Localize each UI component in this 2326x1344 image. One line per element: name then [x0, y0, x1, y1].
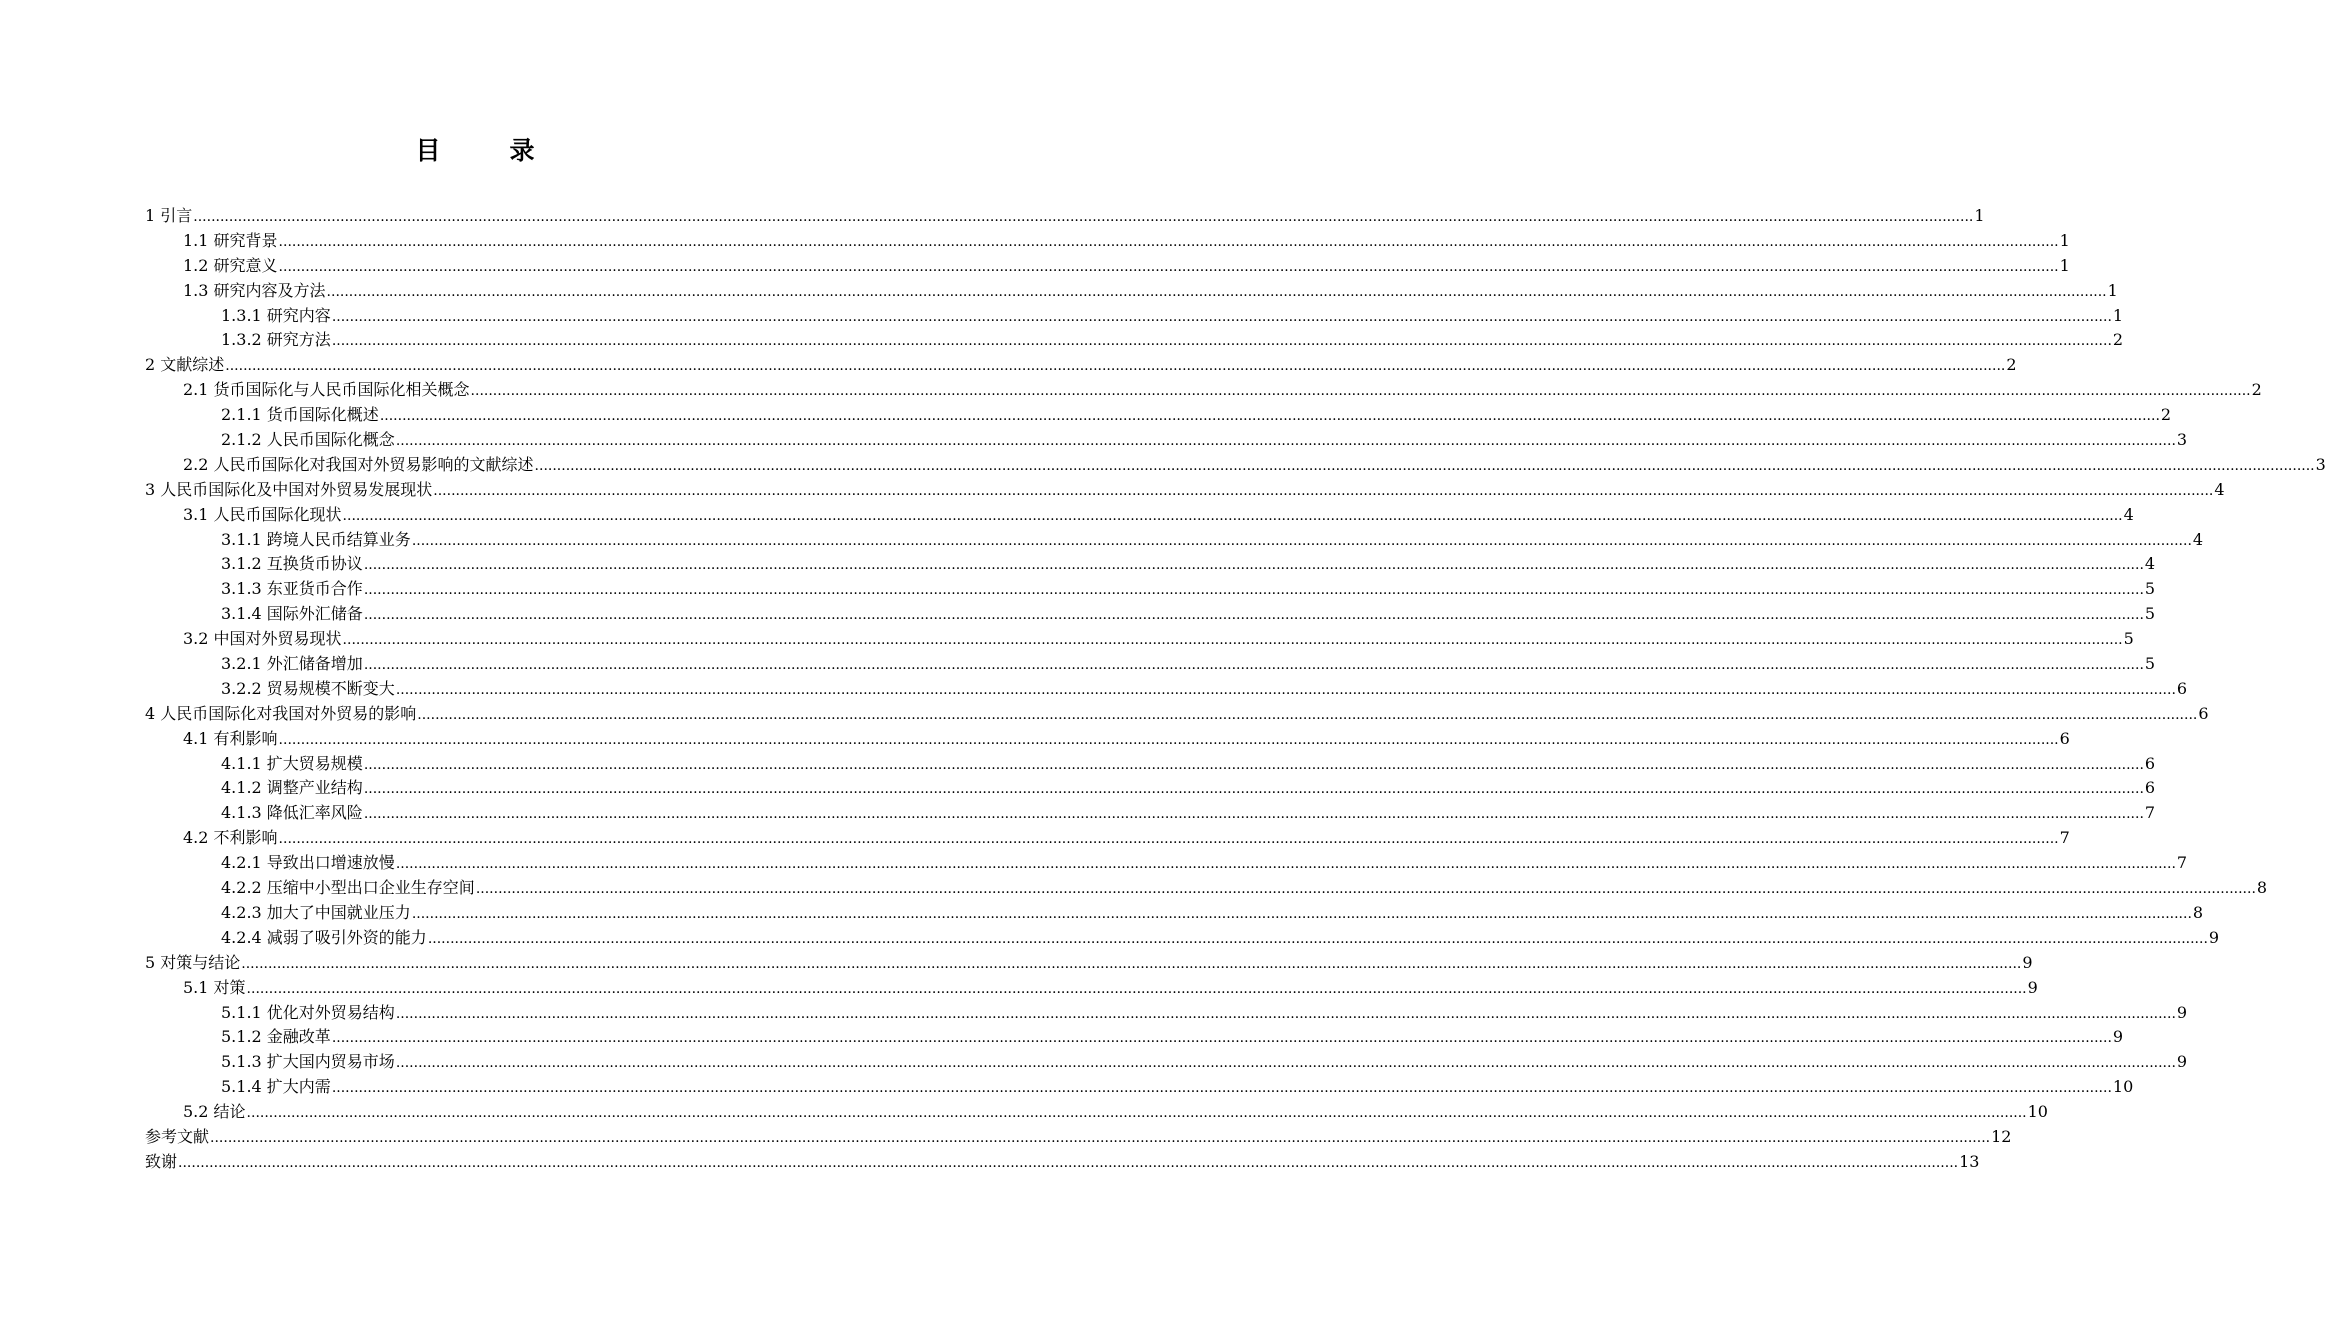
toc-entry[interactable] — [145, 428, 2188, 453]
toc-entry-label: 2.1.2 人民币国际化概念 — [221, 430, 395, 450]
toc-dot-leader: ................................................................................................................................................................................................................................................................................................................................................................................................................ — [363, 756, 2144, 773]
toc-dot-leader: ................................................................................................................................................................................................................................................................................................................................................................................................................ — [278, 731, 2059, 748]
toc-entry[interactable] — [145, 801, 2156, 826]
toc-entry-label: 2.1 货币国际化与人民币国际化相关概念 — [183, 380, 470, 400]
toc-entry-label: 4.1.2 调整产业结构 — [221, 778, 363, 798]
toc-entry[interactable] — [145, 478, 2225, 503]
toc-entry-page-number: 1 — [2059, 255, 2070, 275]
toc-entry[interactable] — [145, 204, 1985, 229]
toc-entry-label: 4.2.2 压缩中小型出口企业生存空间 — [221, 878, 475, 898]
toc-entry[interactable] — [145, 1100, 2048, 1125]
toc-entry[interactable] — [145, 752, 2156, 777]
toc-entry[interactable] — [145, 403, 2172, 428]
toc-entry[interactable] — [145, 677, 2188, 702]
toc-entry-label: 3.2.1 外汇储备增加 — [221, 654, 363, 674]
toc-dot-leader: ................................................................................................................................................................................................................................................................................................................................................................................................................ — [470, 383, 2251, 400]
toc-entry[interactable] — [145, 602, 2156, 627]
toc-entry-label: 3.1.2 互换货币协议 — [221, 554, 363, 574]
toc-entry-page-number: 4 — [2214, 479, 2225, 499]
toc-entry[interactable] — [145, 229, 2070, 254]
toc-entry[interactable] — [145, 254, 2070, 279]
toc-entry[interactable] — [145, 652, 2156, 677]
toc-entry-page-number: 5 — [2144, 604, 2156, 624]
toc-entry-page-number: 7 — [2176, 853, 2188, 873]
toc-entry[interactable] — [145, 279, 2118, 304]
toc-entry[interactable] — [145, 453, 2326, 478]
toc-dot-leader: ................................................................................................................................................................................................................................................................................................................................................................................................................ — [331, 1080, 2112, 1097]
toc-entry-label: 5.1.1 优化对外贸易结构 — [221, 1002, 395, 1022]
toc-entry-label: 4.1 有利影响 — [183, 728, 278, 748]
toc-entry-label: 致谢 — [145, 1151, 178, 1171]
toc-entry-page-number: 9 — [2027, 977, 2038, 997]
toc-entry-page-number: 6 — [2059, 728, 2070, 748]
toc-entry-label: 3.1.1 跨境人民币结算业务 — [221, 529, 411, 549]
toc-entry[interactable] — [145, 901, 2204, 926]
toc-entry-label: 1.3.1 研究内容 — [221, 305, 331, 325]
toc-entry-page-number: 10 — [2112, 1077, 2134, 1097]
toc-entry-label: 5.2 结论 — [183, 1102, 246, 1122]
toc-entry[interactable] — [145, 826, 2070, 851]
toc-dot-leader: ................................................................................................................................................................................................................................................................................................................................................................................................................ — [395, 1055, 2176, 1072]
toc-dot-leader: ................................................................................................................................................................................................................................................................................................................................................................................................................ — [241, 955, 2022, 972]
toc-entry-page-number: 6 — [2198, 703, 2209, 723]
toc-entry-label: 1.2 研究意义 — [183, 255, 278, 275]
page-title: 目 录 — [415, 136, 557, 165]
toc-dot-leader: ................................................................................................................................................................................................................................................................................................................................................................................................................ — [363, 607, 2144, 624]
toc-entry-label: 1.1 研究背景 — [183, 230, 278, 250]
toc-entry[interactable] — [145, 702, 2209, 727]
toc-dot-leader: ................................................................................................................................................................................................................................................................................................................................................................................................................ — [534, 457, 2315, 474]
toc-entry[interactable] — [145, 1001, 2188, 1026]
toc-dot-leader: ................................................................................................................................................................................................................................................................................................................................................................................................................ — [411, 905, 2192, 922]
toc-entry-label: 5 对策与结论 — [145, 952, 241, 972]
toc-entry[interactable] — [145, 528, 2204, 553]
toc-entry-label: 4.2.1 导致出口增速放慢 — [221, 853, 395, 873]
toc-entry[interactable] — [145, 304, 2124, 329]
toc-dot-leader: ................................................................................................................................................................................................................................................................................................................................................................................................................ — [331, 333, 2112, 350]
toc-entry-label: 5.1 对策 — [183, 977, 246, 997]
toc-entry[interactable] — [145, 1125, 2012, 1150]
toc-entry[interactable] — [145, 577, 2156, 602]
toc-dot-leader: ................................................................................................................................................................................................................................................................................................................................................................................................................ — [178, 1154, 1959, 1171]
toc-entry[interactable] — [145, 552, 2156, 577]
toc-entry[interactable] — [145, 1075, 2134, 1100]
table-of-contents — [145, 204, 2326, 1175]
toc-entry-page-number: 1 — [2059, 230, 2070, 250]
toc-entry-page-number: 9 — [2176, 1002, 2188, 1022]
toc-entry-page-number: 3 — [2315, 454, 2326, 474]
toc-entry-label: 4.1.3 降低汇率风险 — [221, 803, 363, 823]
toc-entry-label: 4 人民币国际化对我国对外贸易的影响 — [145, 703, 417, 723]
toc-entry-page-number: 4 — [2123, 504, 2134, 524]
toc-entry-label: 5.1.2 金融改革 — [221, 1027, 331, 1047]
toc-entry[interactable] — [145, 1025, 2124, 1050]
toc-entry-page-number: 5 — [2123, 629, 2134, 649]
toc-entry-label: 5.1.3 扩大国内贸易市场 — [221, 1052, 395, 1072]
toc-entry[interactable] — [145, 1050, 2188, 1075]
toc-dot-leader: ................................................................................................................................................................................................................................................................................................................................................................................................................ — [246, 980, 2027, 997]
toc-dot-leader: ................................................................................................................................................................................................................................................................................................................................................................................................................ — [193, 209, 1974, 225]
toc-entry[interactable] — [145, 727, 2070, 752]
toc-dot-leader: ................................................................................................................................................................................................................................................................................................................................................................................................................ — [475, 881, 2256, 898]
toc-dot-leader: ................................................................................................................................................................................................................................................................................................................................................................................................................ — [225, 358, 2006, 375]
toc-entry[interactable] — [145, 328, 2124, 353]
toc-entry-label: 3.1.3 东亚货币合作 — [221, 579, 363, 599]
toc-entry-label: 4.2.4 减弱了吸引外资的能力 — [221, 927, 427, 947]
toc-entry-label: 4.1.1 扩大贸易规模 — [221, 753, 363, 773]
toc-entry-label: 3.2.2 贸易规模不断变大 — [221, 678, 395, 698]
toc-entry[interactable] — [145, 926, 2220, 951]
toc-entry-page-number: 4 — [2192, 529, 2204, 549]
toc-dot-leader: ................................................................................................................................................................................................................................................................................................................................................................................................................ — [433, 482, 2214, 499]
toc-entry-page-number: 5 — [2144, 579, 2156, 599]
toc-entry-label: 3.1.4 国际外汇储备 — [221, 604, 363, 624]
toc-dot-leader: ................................................................................................................................................................................................................................................................................................................................................................................................................ — [331, 1030, 2112, 1047]
toc-entry[interactable] — [145, 1150, 1980, 1175]
toc-entry-label: 2 文献综述 — [145, 355, 225, 375]
toc-dot-leader: ................................................................................................................................................................................................................................................................................................................................................................................................................ — [342, 632, 2123, 649]
toc-entry[interactable] — [145, 353, 2017, 378]
toc-entry-page-number: 9 — [2022, 952, 2033, 972]
toc-entry[interactable] — [145, 503, 2134, 528]
toc-dot-leader: ................................................................................................................................................................................................................................................................................................................................................................................................................ — [331, 308, 2112, 325]
toc-dot-leader: ................................................................................................................................................................................................................................................................................................................................................................................................................ — [326, 283, 2107, 300]
toc-entry-label: 5.1.4 扩大内需 — [221, 1077, 331, 1097]
toc-entry-page-number: 9 — [2176, 1052, 2188, 1072]
toc-entry-label: 2.1.1 货币国际化概述 — [221, 405, 379, 425]
toc-dot-leader: ................................................................................................................................................................................................................................................................................................................................................................................................................ — [278, 831, 2059, 848]
toc-entry-page-number: 2 — [2251, 380, 2262, 400]
toc-entry-label: 3.2 中国对外贸易现状 — [183, 629, 342, 649]
toc-entry-page-number: 2 — [2160, 405, 2172, 425]
toc-entry[interactable] — [145, 378, 2262, 403]
toc-dot-leader: ................................................................................................................................................................................................................................................................................................................................................................................................................ — [342, 507, 2123, 524]
toc-entry[interactable] — [145, 776, 2156, 801]
toc-entry-page-number: 2 — [2006, 355, 2017, 375]
toc-entry[interactable] — [145, 876, 2268, 901]
toc-entry[interactable] — [145, 851, 2188, 876]
toc-dot-leader: ................................................................................................................................................................................................................................................................................................................................................................................................................ — [395, 681, 2176, 698]
toc-entry-page-number: 9 — [2208, 927, 2220, 947]
toc-entry-label: 1.3.2 研究方法 — [221, 330, 331, 350]
toc-entry-page-number: 2 — [2112, 330, 2124, 350]
toc-dot-leader: ................................................................................................................................................................................................................................................................................................................................................................................................................ — [395, 433, 2176, 450]
toc-entry-page-number: 1 — [2112, 305, 2124, 325]
toc-entry[interactable] — [145, 976, 2038, 1001]
toc-dot-leader: ................................................................................................................................................................................................................................................................................................................................................................................................................ — [210, 1129, 1991, 1146]
toc-entry-page-number: 6 — [2176, 678, 2188, 698]
toc-dot-leader: ................................................................................................................................................................................................................................................................................................................................................................................................................ — [427, 930, 2208, 947]
toc-entry-page-number: 7 — [2059, 828, 2070, 848]
toc-entry-label: 参考文献 — [145, 1126, 210, 1146]
toc-entry-page-number: 10 — [2027, 1102, 2048, 1122]
toc-dot-leader: ................................................................................................................................................................................................................................................................................................................................................................................................................ — [363, 557, 2144, 574]
toc-dot-leader: ................................................................................................................................................................................................................................................................................................................................................................................................................ — [278, 258, 2059, 275]
toc-entry-label: 4.2 不利影响 — [183, 828, 278, 848]
toc-dot-leader: ................................................................................................................................................................................................................................................................................................................................................................................................................ — [278, 233, 2059, 250]
toc-entry-page-number: 13 — [1959, 1151, 1980, 1171]
toc-dot-leader: ................................................................................................................................................................................................................................................................................................................................................................................................................ — [395, 1005, 2176, 1022]
toc-entry-label: 3 人民币国际化及中国对外贸易发展现状 — [145, 479, 433, 499]
toc-dot-leader: ................................................................................................................................................................................................................................................................................................................................................................................................................ — [411, 532, 2192, 549]
toc-entry-page-number: 6 — [2144, 753, 2156, 773]
toc-entry[interactable] — [145, 627, 2134, 652]
toc-entry-page-number: 8 — [2192, 902, 2204, 922]
toc-entry-label: 4.2.3 加大了中国就业压力 — [221, 902, 411, 922]
toc-entry-page-number: 7 — [2144, 803, 2156, 823]
toc-entry-page-number: 4 — [2144, 554, 2156, 574]
toc-dot-leader: ................................................................................................................................................................................................................................................................................................................................................................................................................ — [363, 781, 2144, 798]
toc-entry-page-number: 5 — [2144, 654, 2156, 674]
toc-dot-leader: ................................................................................................................................................................................................................................................................................................................................................................................................................ — [395, 856, 2176, 873]
toc-entry-page-number: 8 — [2256, 878, 2268, 898]
toc-entry-page-number: 6 — [2144, 778, 2156, 798]
toc-entry-page-number: 12 — [1991, 1126, 2012, 1146]
toc-dot-leader: ................................................................................................................................................................................................................................................................................................................................................................................................................ — [363, 657, 2144, 674]
toc-dot-leader: ................................................................................................................................................................................................................................................................................................................................................................................................................ — [417, 706, 2198, 723]
toc-dot-leader: ................................................................................................................................................................................................................................................................................................................................................................................................................ — [363, 806, 2144, 823]
toc-entry-page-number: 1 — [2107, 280, 2118, 300]
toc-dot-leader: ................................................................................................................................................................................................................................................................................................................................................................................................................ — [363, 582, 2144, 599]
toc-entry-page-number: 9 — [2112, 1027, 2124, 1047]
toc-entry-label: 3.1 人民币国际化现状 — [183, 504, 342, 524]
toc-entry-label: 1 引言 — [145, 206, 193, 225]
toc-dot-leader: ................................................................................................................................................................................................................................................................................................................................................................................................................ — [379, 408, 2160, 425]
toc-entry[interactable] — [145, 951, 2033, 976]
toc-entry-page-number: 3 — [2176, 430, 2188, 450]
toc-dot-leader: ................................................................................................................................................................................................................................................................................................................................................................................................................ — [246, 1105, 2027, 1122]
toc-entry-page-number: 1 — [1974, 206, 1985, 225]
toc-entry-label: 2.2 人民币国际化对我国对外贸易影响的文献综述 — [183, 454, 534, 474]
toc-entry-label: 1.3 研究内容及方法 — [183, 280, 326, 300]
